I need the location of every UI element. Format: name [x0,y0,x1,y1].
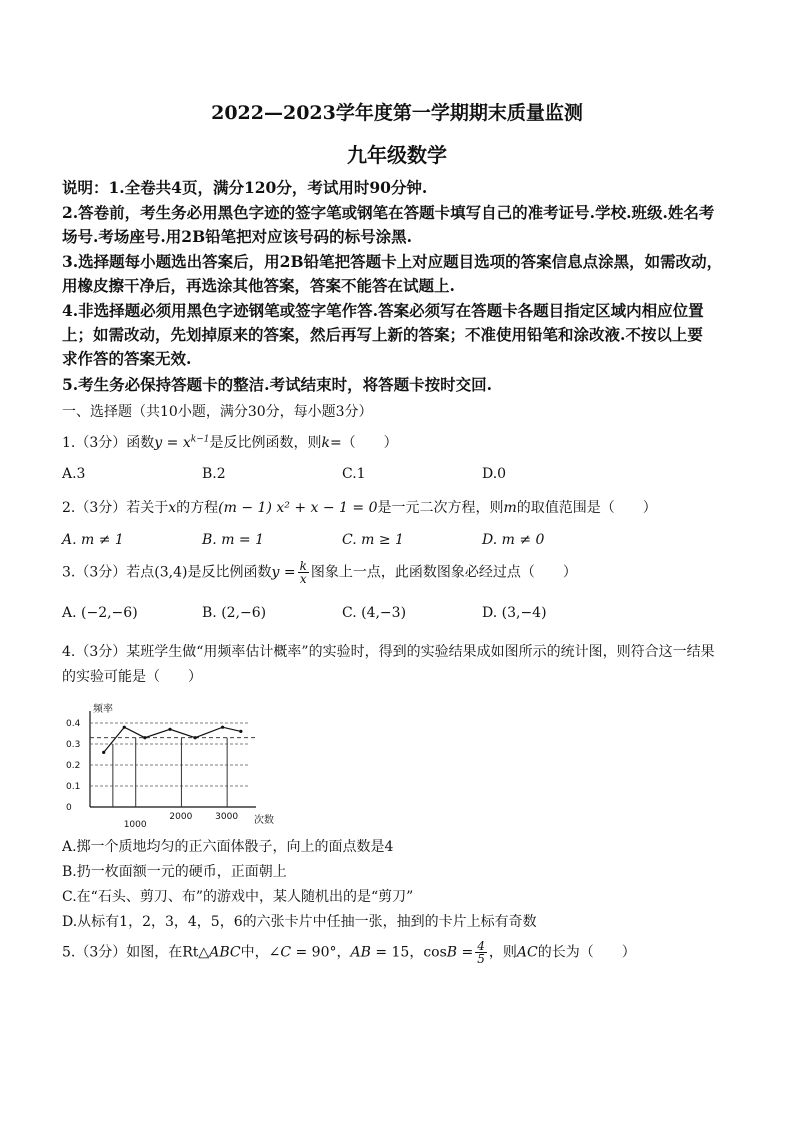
exam-subtitle: 九年级数学 [347,143,447,167]
note-line-7: 上；如需改动，先划掉原来的答案，然后再写上新的答案；不准使用铅笔和涂改液.不按以上要 [62,325,703,344]
q3-option-a: A. (−2,−6) [62,605,138,621]
q5-text-tail: 的长为（ ） [537,944,636,961]
q1-var-k: k [321,435,330,451]
q5-numerator: 4 [477,939,485,953]
chart-gridlines [90,723,256,786]
q5-text-1: 中，∠ [240,944,281,961]
q5-denominator: 5 [477,952,485,966]
q3-numerator: k [299,559,307,573]
q1-option-d: D.0 [482,466,507,482]
q5-text-pre: 5.（3分）如图，在Rt△ [62,944,210,961]
q1-var-y: y [154,435,163,451]
data-point [123,726,126,729]
q3-option-d: D. (3,−4) [482,605,547,621]
note-line-9: 5.考生务必保持答题卡的整洁.考试结束时，将答题卡按时交回. [62,375,492,394]
q5-var-ab: AB [350,944,371,961]
q4-option-c: C.在“石头、剪刀、布”的游戏中，某人随机出的是“剪刀” [62,889,414,905]
q2-equation: (m − 1) x² + x − 1 = 0 [218,500,378,516]
data-point [221,726,224,729]
note-line-2: 2.答卷前，考生务必用黑色字迹的签字笔或钢笔在答题卡填写自己的准考证号.学校.班级.姓名考 [62,203,715,222]
q5-text-2: = 90°， [291,944,351,961]
note-line-3: 场号.考场座号.用2B铅笔把对应该号码的标号涂黑. [62,227,413,246]
question-4-line-1: 4.（3分）某班学生做“用频率估计概率”的实验时，得到的实验结果成如图所示的统计图，则符合这一结果 [62,644,715,660]
y-tick-label: 0.1 [66,782,81,792]
y-tick-label: 0.4 [66,719,81,729]
q1-option-a: A.3 [62,466,86,482]
q1-exponent: k−1 [190,434,210,445]
q3-option-c: C. (4,−3) [342,605,407,621]
x-tick-label: 2000 [169,812,193,822]
data-point [194,736,197,739]
q1-option-c: C.1 [342,466,366,482]
note-line-4: 3.选择题每小题选出答案后，用2B铅笔把答题卡上对应题目选项的答案信息点涂黑，如需改动， [62,252,723,271]
q1-text-pre: 1.（3分）函数 [62,435,155,451]
chart-vertical-guides [113,738,227,807]
q1-equals: = [162,435,183,451]
q5-fraction [475,940,487,965]
q1-text-tail: =（ ） [329,435,398,451]
q2-var-x: x [168,500,177,516]
chart-axes [90,711,256,807]
q4-option-b: B.扔一枚面额一元的硬币，正面朝上 [62,864,287,880]
q2-option-b: B. m = 1 [202,532,265,548]
q2-option-c: C. m ≥ 1 [342,532,404,548]
x-tick-label: 3000 [215,812,239,822]
q1-text-post: 是反比例函数，则 [209,435,322,451]
question-1 [62,432,398,452]
q5-text-5: ，则 [488,944,517,961]
exam-title: 2022—2023学年度第一学期期末质量监测 [211,102,583,124]
note-line-1: 说明：1.全卷共4页，满分120分，考试用时90分钟. [62,178,428,197]
frequency-chart [62,703,274,830]
chart-series [102,726,242,754]
question-3 [62,560,577,585]
q5-var-b: B [446,944,458,961]
q2-option-a: A. m ≠ 1 [62,532,124,548]
q4-option-a: A.掷一个质地均匀的正六面体骰子，向上的面点数是4 [62,839,394,855]
q2-text-post: 是一元二次方程，则 [377,500,504,516]
q5-var-c: C [280,944,292,961]
data-point [168,728,171,731]
q2-option-d: D. m ≠ 0 [482,532,545,548]
note-line-6: 4.非选择题必须用黑色字迹钢笔或签字笔作答.答案必须写在答题卡各题目指定区域内相应位置 [62,301,704,320]
q1-option-b: B.2 [202,466,226,482]
q3-option-b: B. (2,−6) [202,605,267,621]
q2-text-tail: 的取值范围是（ ） [516,500,657,516]
y-axis-label: 频率 [93,704,113,715]
chart-labels [66,702,274,830]
x-axis-label: 次数 [254,815,274,826]
note-line-8: 求作答的答案无效. [62,349,192,368]
question-5 [62,940,636,965]
question-4-line-2: 的实验可能是（ ） [62,669,202,685]
data-point [102,751,105,754]
data-point [143,736,146,739]
q5-text-4: = [457,944,474,961]
q4-option-d: D.从标有1，2，3，4，5，6的六张卡片中任抽一张，抽到的卡片上标有奇数 [62,914,537,930]
data-point [239,730,242,733]
q3-denominator: x [299,572,307,586]
y-tick-label: 0.3 [66,740,81,750]
q3-point: (3,4) [154,564,188,581]
q3-fraction [298,560,309,585]
x-tick-label: 1000 [123,820,147,830]
q3-text-post: 图象上一点，此函数图象必经过点（ ） [310,564,577,581]
q2-text-mid: 的方程 [176,500,219,516]
q2-var-m: m [503,500,517,516]
q3-var-y: y = [271,564,296,581]
section-heading: 一、选择题（共10小题，满分30分，每小题3分） [62,404,373,420]
y-tick-label: 0.2 [66,761,81,771]
question-2 [62,497,657,517]
q5-triangle: ABC [209,944,241,961]
q5-var-ac: AC [516,944,538,961]
q1-var-x: x [182,435,191,451]
note-line-5: 用橡皮擦干净后，再选涂其他答案，答案不能答在试题上. [62,276,455,295]
frequency-line [104,727,241,752]
q3-text-pre: 3.（3分）若点 [62,564,155,581]
q2-text-pre: 2.（3分）若关于 [62,500,169,516]
q3-text-mid: 是反比例函数 [187,564,272,581]
q5-text-3: = 15，cos [370,944,447,961]
y-tick-label: 0 [66,803,72,813]
